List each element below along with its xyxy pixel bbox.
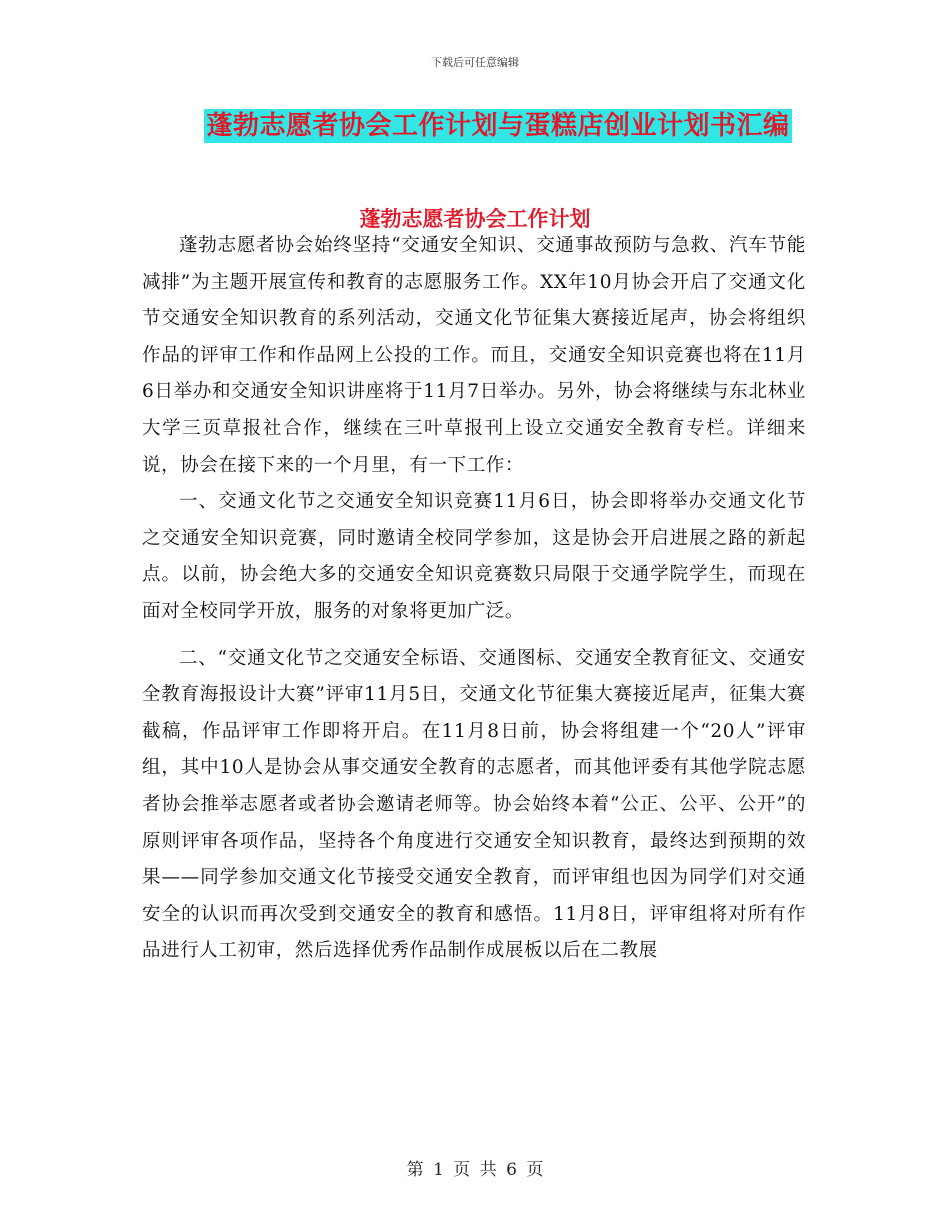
body-text <box>142 228 806 970</box>
paragraph-item-two: 二、“交通文化节之交通安全标语、交通图标、交通安全教育征文、交通安全教育海报设计大赛”评审11月5日，交通文化节征集大赛接近尾声，征集大赛截稿，作品评审工作即将开启。在11月8日前，协会将组建一个“20人”评审组，其中10人是协会从事交通安全教育的志愿者，而其他评委有其他学院志愿者协会推举志愿者或者协会邀请老师等。协会始终本着“公正、公平、公开”的原则评审各项作品，坚持各个角度进行交通安全知识教育，最终达到预期的效果——同学参加交通文化节接受交通安全教育，而评审组也因为同学们对交通安全的认识而再次受到交通安全的教育和感悟。11月8日，评审组将对所有作品进行人工初审，然后选择优秀作品制作成展板以后在二教展 <box>142 647 806 962</box>
header-note: 下载后可任意编辑 <box>431 56 519 69</box>
section-title: 蓬勃志愿者协会工作计划 <box>359 207 591 231</box>
document-title <box>0 109 950 143</box>
paragraph-intro: 蓬勃志愿者协会始终坚持“交通安全知识、交通事故预防与急救、汽车节能减排”为主题开展宣传和教育的志愿服务工作。XX年10月协会开启了交通文化节交通安全知识教育的系列活动，交通文化节征集大赛接近尾声，协会将组织作品的评审工作和作品网上公投的工作。而且，交通安全知识竞赛也将在11月6日举办和交通安全知识讲座将于11月7日举办。另外，协会将继续与东北林业大学三页草报社合作，继续在三叶草报刊上设立交通安全教育专栏。详细来说，协会在接下来的一个月里，有一下工作： <box>142 235 806 476</box>
page-number-footer: 第 1 页 共 6 页 <box>406 1160 544 1180</box>
document-title-text: 蓬勃志愿者协会工作计划与蛋糕店创业计划书汇编 <box>206 111 790 141</box>
paragraph-item-one: 一、交通文化节之交通安全知识竞赛11月6日，协会即将举办交通文化节之交通安全知识竞赛，同时邀请全校同学参加，这是协会开启进展之路的新起点。以前，协会绝大多的交通安全知识竞赛数只局限于交通学院学生，而现在面对全校同学开放，服务的对象将更加广泛。 <box>142 491 806 622</box>
